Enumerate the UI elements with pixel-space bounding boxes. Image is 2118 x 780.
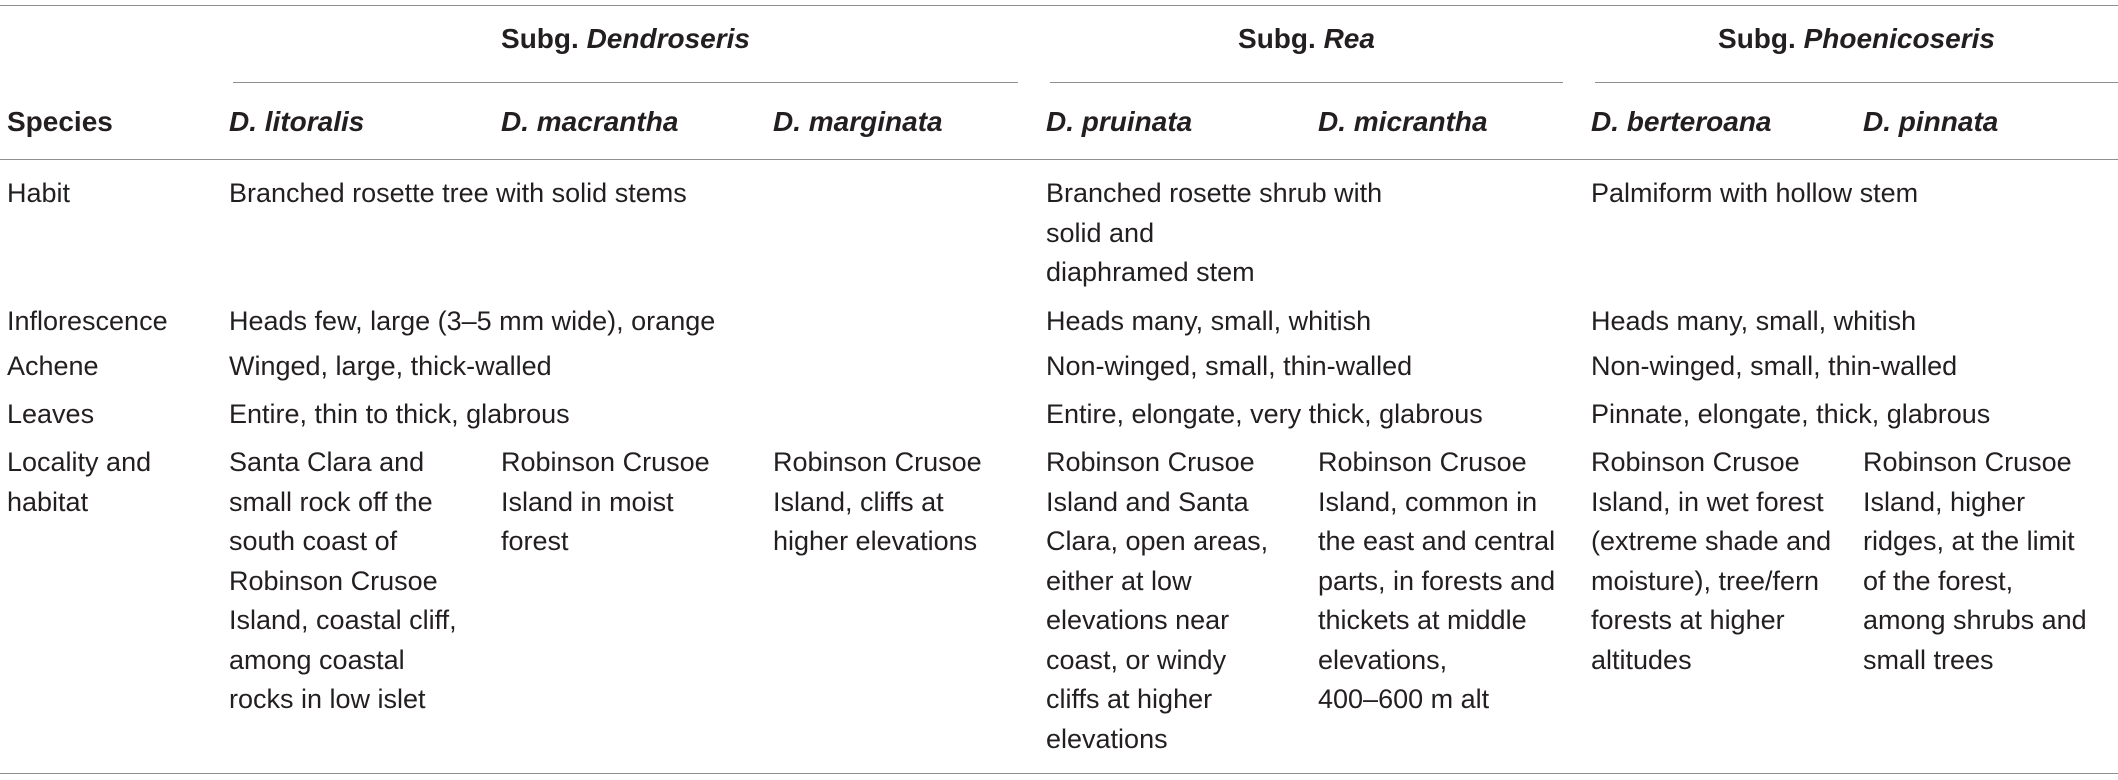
table-bottom-rule: [0, 773, 2118, 774]
inflorescence-rea: Heads many, small, whitish: [1046, 306, 1372, 336]
locality-d-pruinata: Robinson Crusoe Island and Santa Clara, open areas, either at low elevations near coast, or windy cliffs at higher elevations: [1046, 447, 1269, 754]
dendroseris-group-rule: [233, 82, 1018, 83]
locality-d-litoralis: Santa Clara and small rock off the south coast of Robinson Crusoe Island, coastal cliff, among coastal rocks in low islet: [229, 447, 457, 714]
row-label-leaves: Leaves: [7, 399, 95, 429]
row-label-habit: Habit: [7, 178, 71, 208]
group-name: Dendroseris: [586, 23, 750, 54]
header-d-litoralis: D. litoralis: [229, 106, 365, 137]
habit-dendroseris: Branched rosette tree with solid stems: [229, 178, 687, 208]
group-prefix: Subg.: [1718, 23, 1804, 54]
locality-d-micrantha: Robinson Crusoe Island, common in the east and central parts, in forests and thickets at middle elevations, 400–600 m alt: [1318, 447, 1556, 714]
achene-phoenicoseris: Non-winged, small, thin-walled: [1591, 351, 1958, 381]
group-header-rea: [1050, 22, 1563, 56]
group-header-dendroseris: [233, 22, 1018, 56]
header-d-micrantha: D. micrantha: [1318, 106, 1488, 137]
leaves-dendroseris: Entire, thin to thick, glabrous: [229, 399, 570, 429]
header-d-pinnata: D. pinnata: [1863, 106, 1999, 137]
group-header-phoenicoseris: [1595, 22, 2118, 56]
header-d-pruinata: D. pruinata: [1046, 106, 1193, 137]
header-species-label: Species: [7, 106, 113, 137]
group-prefix: Subg.: [1238, 23, 1324, 54]
header-bottom-rule: [0, 159, 2118, 160]
row-label-achene: Achene: [7, 351, 99, 381]
inflorescence-phoenicoseris: Heads many, small, whitish: [1591, 306, 1917, 336]
achene-rea: Non-winged, small, thin-walled: [1046, 351, 1413, 381]
header-d-marginata: D. marginata: [773, 106, 943, 137]
locality-d-berteroana: Robinson Crusoe Island, in wet forest (extreme shade and moisture), tree/fern forests at higher altitudes: [1591, 447, 1832, 675]
locality-d-pinnata: Robinson Crusoe Island, higher ridges, at the limit of the forest, among shrubs and small trees: [1863, 447, 2087, 675]
header-d-macrantha: D. macrantha: [501, 106, 679, 137]
row-label-locality-habitat: Locality and habitat: [7, 447, 152, 517]
achene-dendroseris: Winged, large, thick-walled: [229, 351, 552, 381]
inflorescence-dendroseris: Heads few, large (3–5 mm wide), orange: [229, 306, 716, 336]
rea-group-rule: [1050, 82, 1563, 83]
table-top-rule: [0, 5, 2118, 6]
group-name: Phoenicoseris: [1803, 23, 1995, 54]
leaves-rea: Entire, elongate, very thick, glabrous: [1046, 399, 1483, 429]
group-name: Rea: [1323, 23, 1375, 54]
locality-d-marginata: Robinson Crusoe Island, cliffs at higher elevations: [773, 447, 982, 556]
phoenicoseris-group-rule: [1595, 82, 2118, 83]
header-d-berteroana: D. berteroana: [1591, 106, 1772, 137]
habit-rea: Branched rosette shrub with solid and diaphramed stem: [1046, 178, 1383, 287]
locality-d-macrantha: Robinson Crusoe Island in moist forest: [501, 447, 710, 556]
group-prefix: Subg.: [501, 23, 587, 54]
habit-phoenicoseris: Palmiform with hollow stem: [1591, 178, 1919, 208]
leaves-phoenicoseris: Pinnate, elongate, thick, glabrous: [1591, 399, 1991, 429]
row-label-inflorescence: Inflorescence: [7, 306, 168, 336]
